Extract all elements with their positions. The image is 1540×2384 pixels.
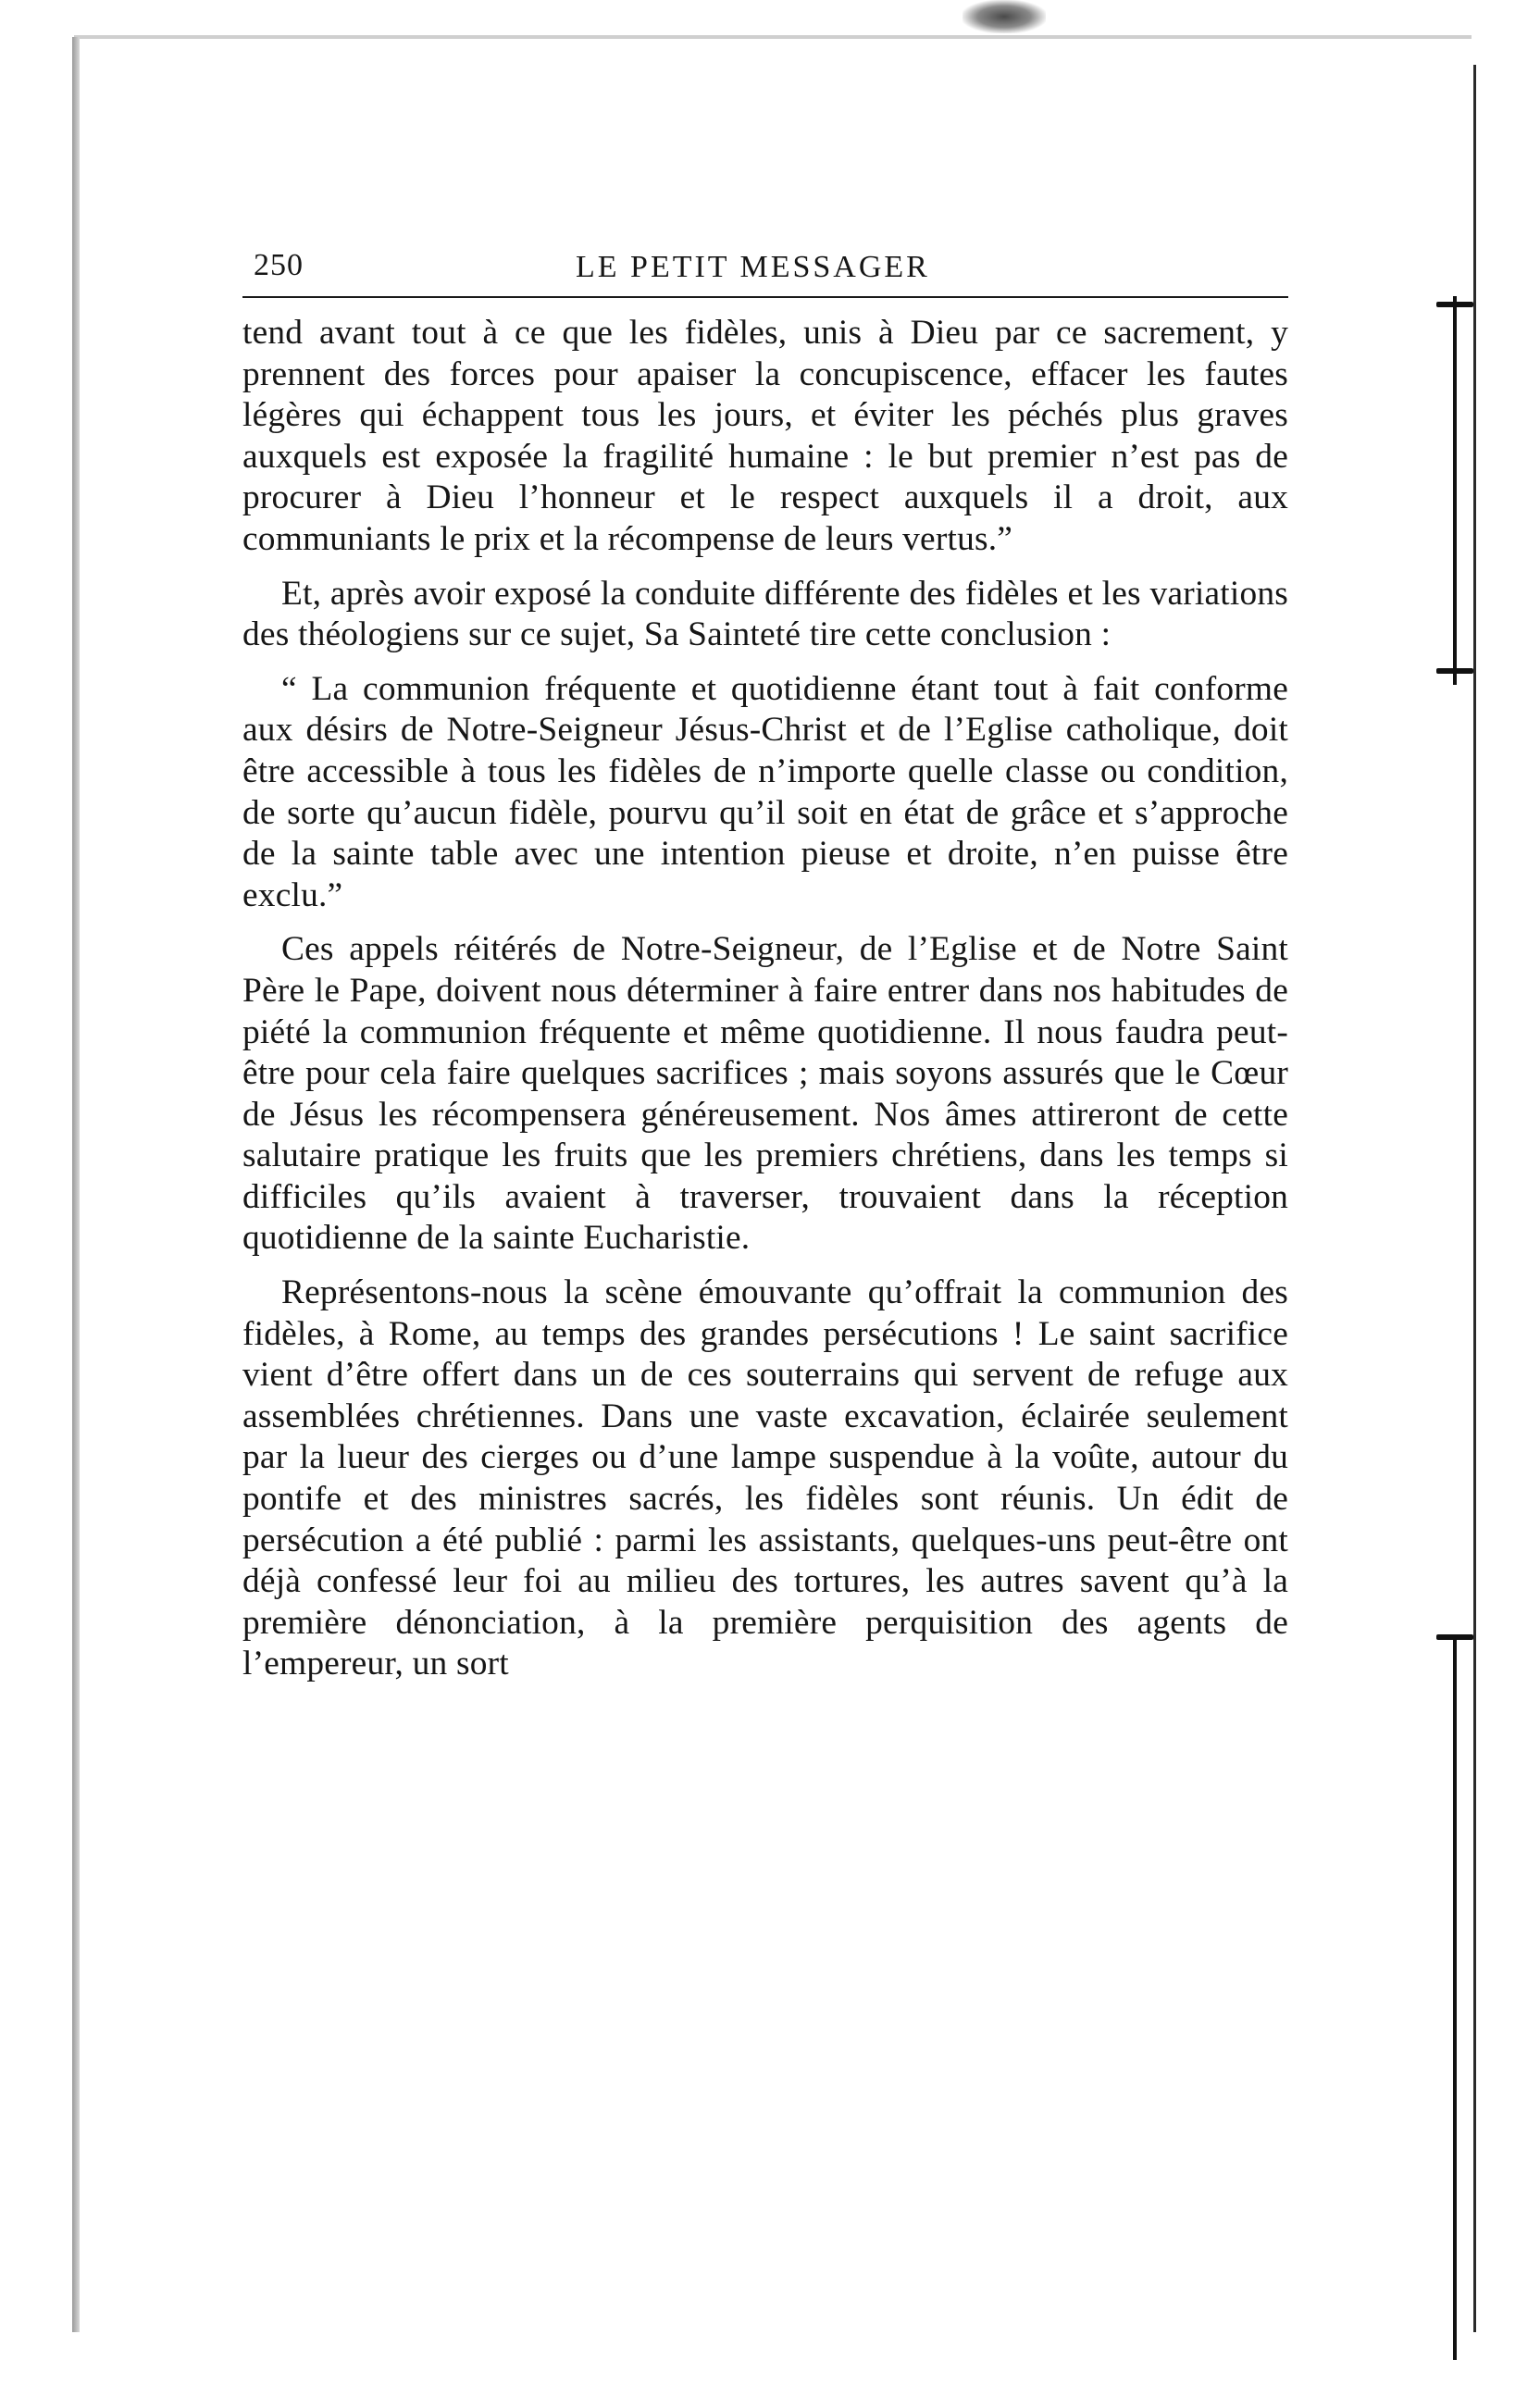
binding-mark — [1436, 668, 1473, 674]
paragraph: tend avant tout à ce que les fidèles, unis à Dieu par ce sacrement, y prennent des forces pour apaiser la concupiscence, effacer les fautes légères qui échappent tous les jours, et éviter les péchés plus graves auxquels est exposée la fragilité humaine : le but premier n’est pas de procurer à Dieu l’honneur et le respect auxquels il a droit, aux communiants le prix et la récompense de leurs vertus.” — [242, 314, 1288, 558]
page-number: 250 — [254, 248, 304, 282]
paragraph: Ces appels réitérés de Notre-Seigneur, de l’Eglise et de Notre Saint Père le Pape, doivent nous déterminer à faire entrer dans nos habitudes de piété la communion fréquente et même quotidienne. Il nous faudra peut-être pour cela faire quelques sacrifices ; mais soyons assurés que le Cœur de Jésus les récompensera généreusement. Nos âmes attireront de cette salutaire pratique les fruits que les premiers chrétiens, dans les temps si difficiles qu’ils avaient à traverser, trouvaient dans la réception quotidienne de la sainte Eucharistie. — [242, 930, 1288, 1258]
page-header — [242, 241, 1288, 298]
document-page — [242, 241, 1288, 1698]
page-top-edge — [74, 35, 1472, 39]
page-left-edge — [72, 37, 80, 2332]
binding-stitch — [1453, 296, 1457, 685]
paragraph: Et, après avoir exposé la conduite différente des fidèles et les variations des théologiens sur ce sujet, Sa Sainteté tire cette conclusion : — [242, 574, 1288, 654]
binding-stitch — [1453, 1638, 1457, 2360]
quoted-paragraph: “ La communion fréquente et quotidienne étant tout à fait conforme aux désirs de Notre-Seigneur Jésus-Christ et de l’Eglise catholique, doit être accessible à tous les fidèles de n’importe quelle classe ou condition, de sorte qu’aucun fidèle, pourvu qu’il soit en état de grâce et s’approche de la sainte table avec une intention pieuse et droite, n’en puisse être exclu.” — [242, 669, 1288, 914]
binding-mark — [1436, 1634, 1473, 1640]
scan-artifact — [962, 0, 1046, 33]
paragraph: Représentons-nous la scène émouvante qu’offrait la communion des fidèles, à Rome, au temps des grandes persécutions ! Le saint sacrifice vient d’être offert dans un de ces souterrains qui servent de refuge aux assemblées chrétiennes. Dans une vaste excavation, éclairée seulement par la lueur des cierges ou d’une lampe suspendue à la voûte, autour du pontife et des ministres sacrés, les fidèles sont réunis. Un édit de persécution a été publié : parmi les assistants, quelques-uns peut-être ont déjà confessé leur foi au milieu des tortures, les autres savent qu’à la première dénonciation, à la première perquisition des agents de l’empereur, un sort — [242, 1273, 1288, 1683]
page-right-edge — [1473, 65, 1476, 2332]
body-text — [242, 313, 1288, 1685]
running-title: LE PETIT MESSAGER — [576, 250, 930, 284]
binding-mark — [1436, 302, 1473, 307]
